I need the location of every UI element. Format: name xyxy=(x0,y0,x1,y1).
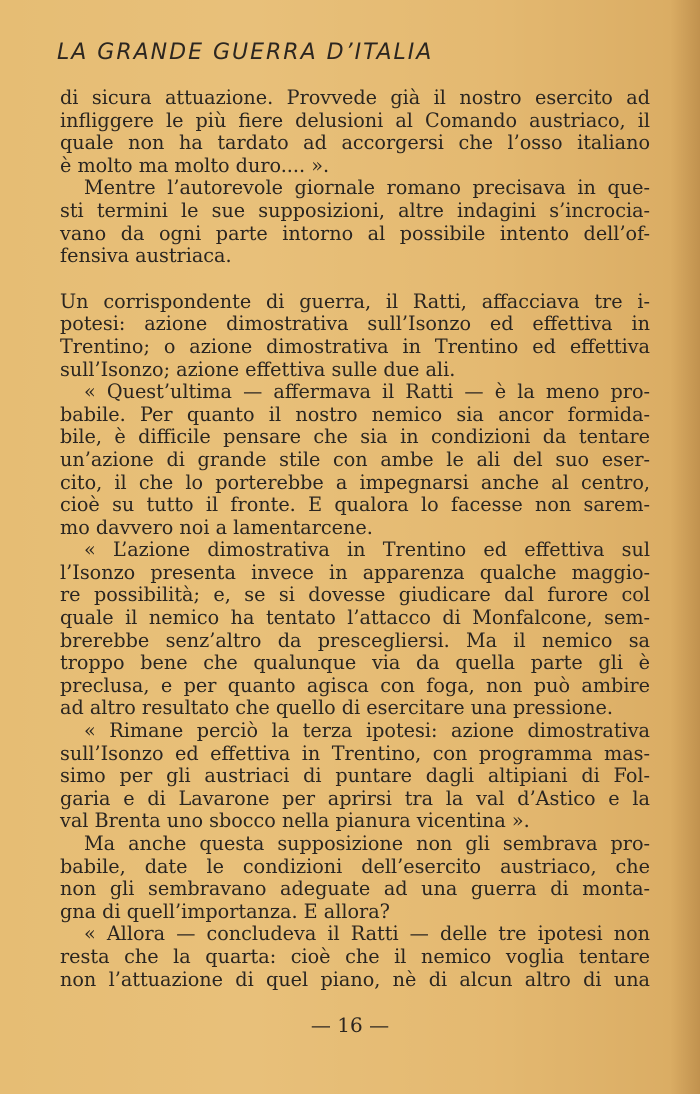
text-line: sti termini le sue supposizioni, altre indagini s’incrocia- xyxy=(60,198,650,222)
text-line: fensiva austriaca. xyxy=(60,244,232,268)
text-line: « Allora — concludeva il Ratti — delle tre ipotesi non xyxy=(84,922,650,946)
text-line: cito, il che lo porterebbe a impegnarsi anche al centro, xyxy=(60,470,650,494)
text-line: « L’azione dimostrativa in Trentino ed effettiva sul xyxy=(84,538,650,562)
text-line: « Rimane perciò la terza ipotesi: azione dimostrativa xyxy=(84,719,650,743)
text-line: re possibilità; e, se si dovesse giudicare dal furore col xyxy=(60,583,650,607)
text-line: non l’attuazione di quel piano, nè di alcun altro di una xyxy=(60,967,650,991)
text-line: sull’Isonzo; azione effettiva sulle due ali. xyxy=(60,357,456,381)
paragraph xyxy=(60,177,650,267)
text-line: potesi: azione dimostrativa sull’Isonzo ed effettiva in xyxy=(60,312,650,336)
text-line: Mentre l’autorevole giornale romano precisava in que- xyxy=(84,176,650,200)
paragraph xyxy=(60,87,650,177)
text-line: brerebbe senz’altro da prescegliersi. Ma il nemico sa xyxy=(60,628,650,652)
text-line: ad altro resultato che quello di esercitare una pressione. xyxy=(60,696,613,720)
page-edge-shadow xyxy=(670,0,700,1094)
text-line: « Quest’ultima — affermava il Ratti — è la meno pro- xyxy=(84,380,650,404)
text-line: babile, date le condizioni dell’esercito austriaco, che xyxy=(60,854,650,878)
text-line: preclusa, e per quanto agisca con foga, non può ambire xyxy=(60,673,650,697)
paragraph-gap xyxy=(60,268,650,291)
text-line: cioè su tutto il fronte. E qualora lo facesse non sarem- xyxy=(60,493,650,517)
text-line: Ma anche questa supposizione non gli sembrava pro- xyxy=(84,832,650,855)
text-line: sull’Isonzo ed effettiva in Trentino, con programma mas- xyxy=(60,741,650,765)
text-line: di sicura attuazione. Provvede già il nostro esercito ad xyxy=(60,86,650,109)
paragraph xyxy=(60,381,650,539)
page-number: — 16 — xyxy=(310,1013,390,1037)
paragraph xyxy=(60,291,650,381)
text-line: quale il nemico ha tentato l’attacco di Monfalcone, sem- xyxy=(60,606,650,630)
text-line: bile, è difficile pensare che sia in condizioni da tentare xyxy=(60,425,650,449)
text-line: garia e di Lavarone per aprirsi tra la val d’Astico e la xyxy=(60,786,650,810)
text-line: resta che la quarta: cioè che il nemico voglia tentare xyxy=(60,944,650,968)
paragraph xyxy=(60,923,650,991)
text-line: quale non ha tardato ad accorgersi che l’osso italiano xyxy=(60,131,650,155)
text-line: simo per gli austriaci di puntare dagli altipiani di Fol- xyxy=(60,764,650,788)
text-line: è molto ma molto duro.... ». xyxy=(60,153,330,177)
text-line: Un corrispondente di guerra, il Ratti, affacciava tre i- xyxy=(60,289,650,313)
text-line: val Brenta uno sbocco nella pianura vicentina ». xyxy=(60,809,530,833)
running-header: LA GRANDE GUERRA D’ITALIA xyxy=(57,40,434,65)
text-line: Trentino; o azione dimostrativa in Trentino ed effettiva xyxy=(60,334,650,358)
text-line: un’azione di grande stile con ambe le ali del suo eser- xyxy=(60,447,650,471)
text-line: vano da ogni parte intorno al possibile intento dell’of- xyxy=(60,221,650,245)
paragraph xyxy=(60,539,650,720)
body-text xyxy=(60,87,650,991)
text-line: non gli sembravano adeguate ad una guerra di monta- xyxy=(60,877,650,901)
paragraph xyxy=(60,720,650,833)
text-line: troppo bene che qualunque via da quella parte gli è xyxy=(60,651,650,675)
text-line: babile. Per quanto il nostro nemico sia ancor formida- xyxy=(60,402,650,426)
text-line: gna di quell’importanza. E allora? xyxy=(60,899,390,923)
paragraph xyxy=(60,833,650,923)
text-line: mo davvero noi a lamentarcene. xyxy=(60,515,373,539)
text-line: l’Isonzo presenta invece in apparenza qualche maggio- xyxy=(60,560,650,584)
text-line: infliggere le più fiere delusioni al Comando austriaco, il xyxy=(60,108,650,132)
